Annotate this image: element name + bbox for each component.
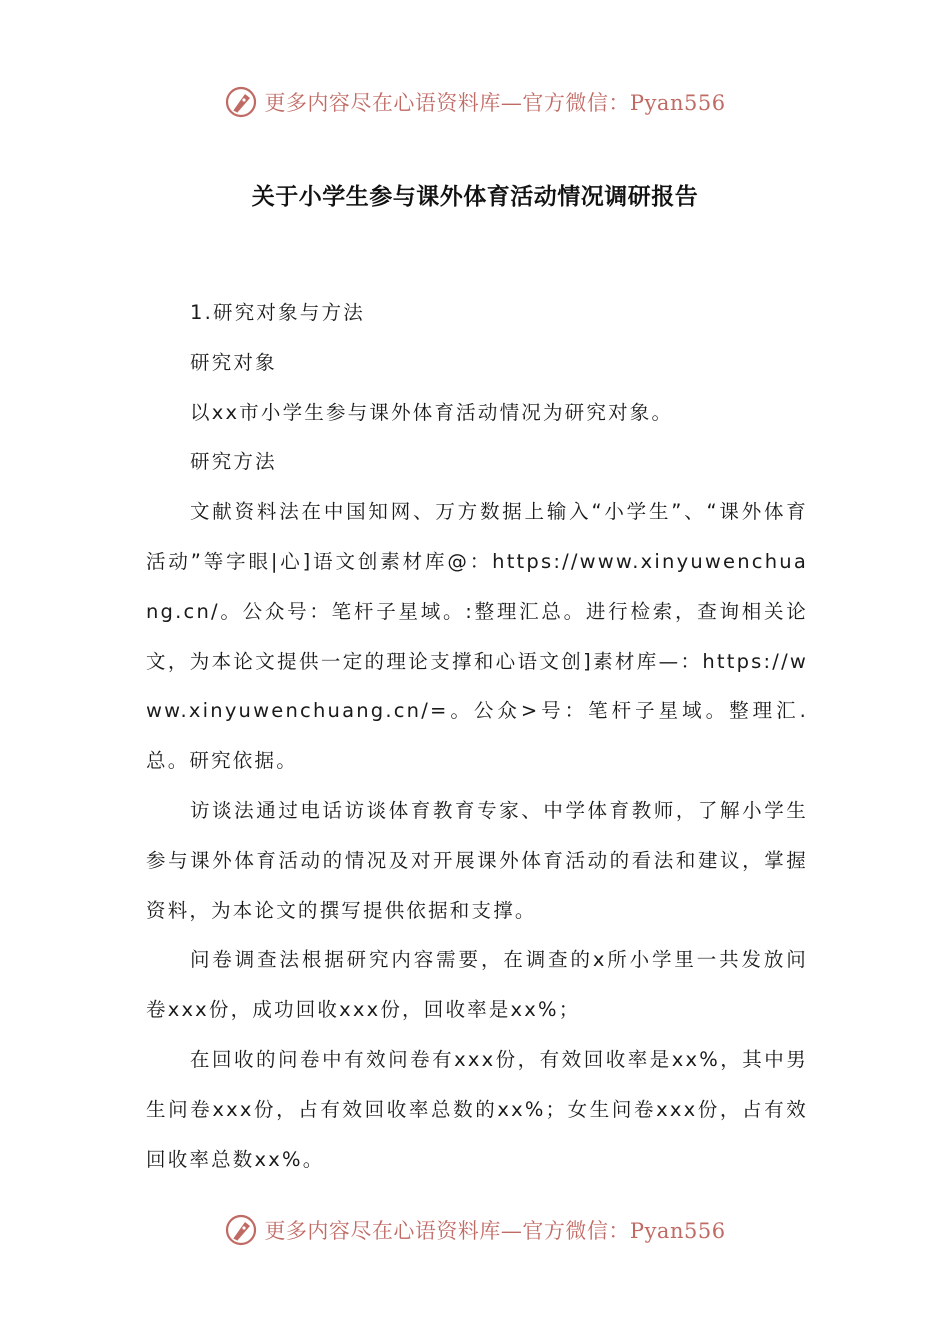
footer-banner — [0, 1210, 950, 1250]
header-banner — [0, 82, 950, 122]
banner-text: 更多内容尽在心语资料库—官方微信：Pyan556 — [264, 1219, 726, 1243]
body-paragraph: 以xx市小学生参与课外体育活动情况为研究对象。 — [190, 400, 674, 424]
section-heading: 1.研究对象与方法 — [190, 301, 365, 324]
document-body — [146, 288, 808, 1184]
pen-nib-icon — [224, 85, 258, 119]
body-paragraph: 文献资料法在中国知网、万方数据上输入“小学生”、“课外体育活动”等字眼|心]语文创素材库@：https://www.xinyuwenchuang.cn/。公众号：笔杆子星域。:整理汇总。进行检索，查询相关论文，为本论文提供一定的理论支撑和心语文创]素材库—：https://www.xinyuwenchuang.cn/=。公众>号：笔杆子星域。整理汇.总。研究依据。 — [146, 500, 808, 773]
subsection-heading: 研究对象 — [190, 350, 277, 374]
document-title: 关于小学生参与课外体育活动情况调研报告 — [251, 184, 699, 210]
body-paragraph: 访谈法通过电话访谈体育教育专家、中学体育教师，了解小学生参与课外体育活动的情况及对开展课外体育活动的看法和建议，掌握资料，为本论文的撰写提供依据和支撑。 — [146, 798, 808, 922]
body-paragraph: 在回收的问卷中有效问卷有xxx份，有效回收率是xx%，其中男生问卷xxx份，占有效回收率总数的xx%；女生问卷xxx份，占有效回收率总数xx%。 — [146, 1047, 808, 1171]
subsection-heading: 研究方法 — [190, 450, 277, 474]
body-paragraph: 问卷调查法根据研究内容需要，在调查的x所小学里一共发放问卷xxx份，成功回收xxx份，回收率是xx%； — [146, 948, 808, 1022]
pen-nib-icon — [224, 1213, 258, 1247]
banner-text: 更多内容尽在心语资料库—官方微信：Pyan556 — [264, 91, 726, 115]
